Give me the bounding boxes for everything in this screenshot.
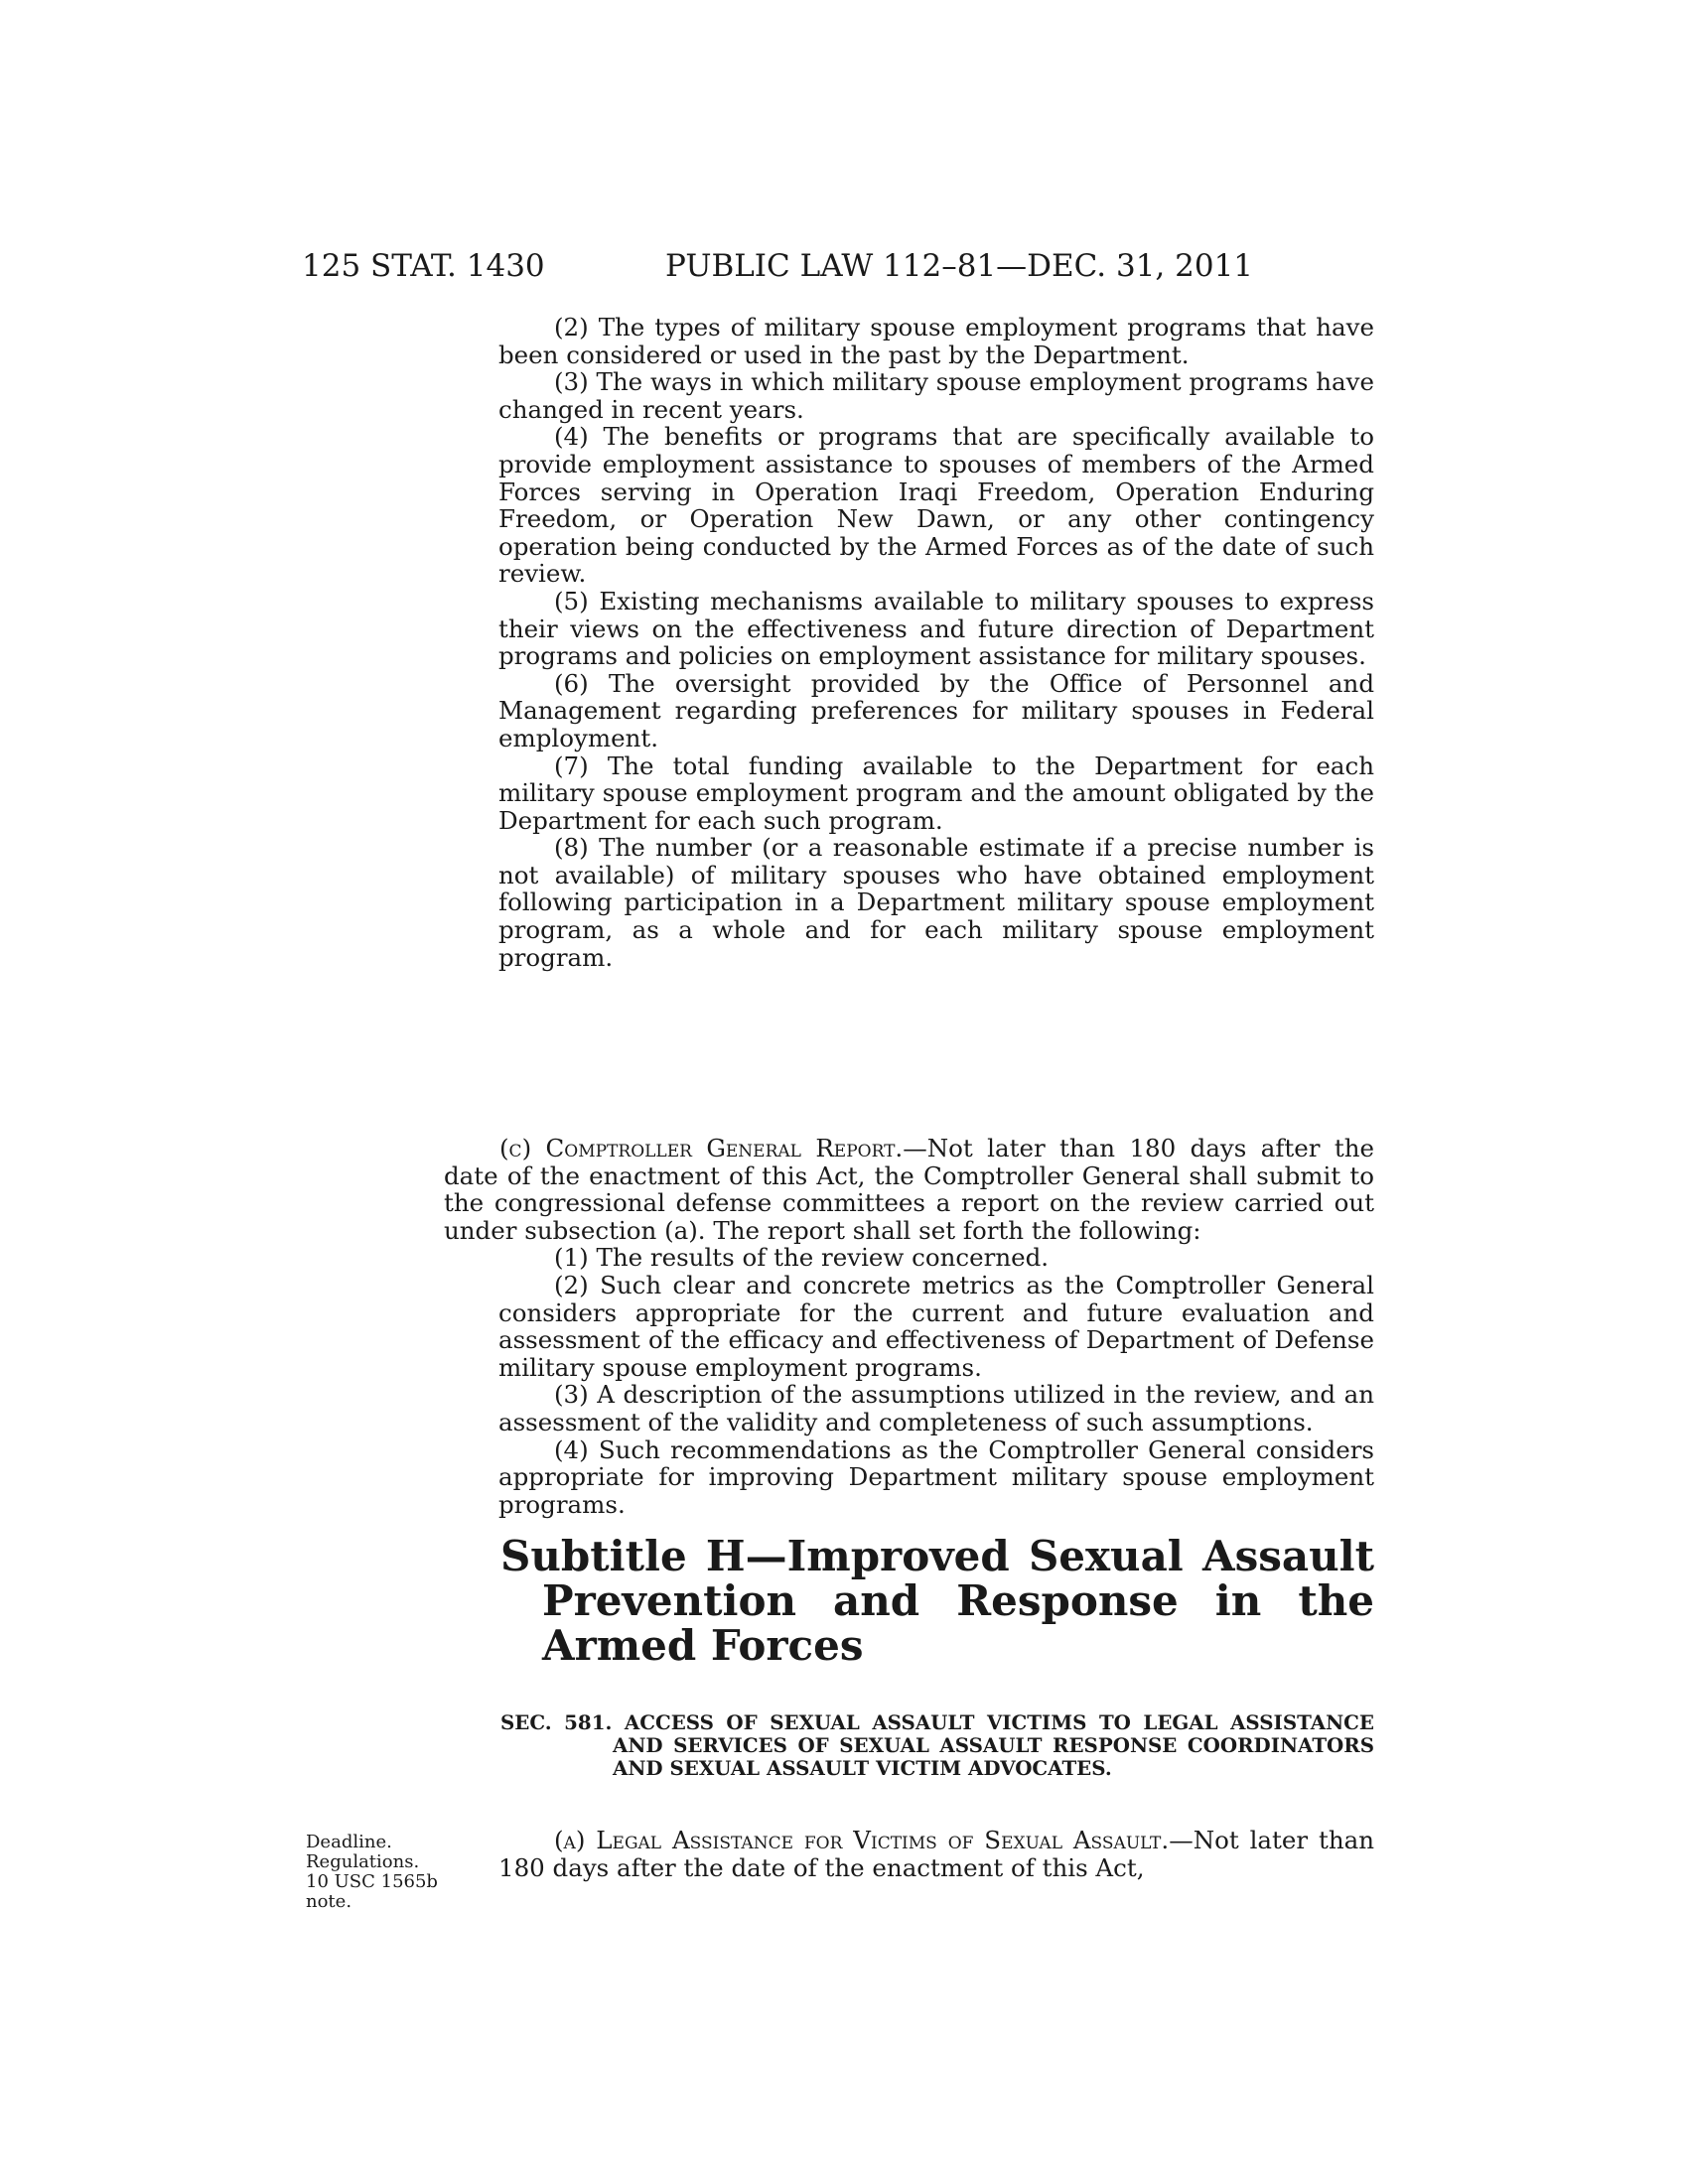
list-c-item-3: (3) A description of the assumptions utilized in the review, and an assessment of the validity and completeness of such assumptions. (498, 1380, 1374, 1436)
list-b-item-5: (5) Existing mechanisms available to military spouses to express their views on the effectiveness and future direction of Department programs and policies on employment assistance for military spouses. (498, 586, 1374, 671)
section-heading (500, 1711, 1374, 1779)
list-b-item-3: (3) The ways in which military spouse employment programs have changed in recent years. (498, 367, 1374, 424)
list-c-item-4: (4) Such recommendations as the Comptroller General considers appropriate for improving Department military spouse employment programs. (498, 1434, 1374, 1519)
subtitle-text: Subtitle H—Improved Sexual Assault Prevention and Response in the Armed Forces (500, 1532, 1374, 1670)
list-b-item-8: (8) The number (or a reasonable estimate if a precise number is not available) of military spouses who have obtained employment following participation in a Department military spouse employment program, as a whole and for each military spouse employment program. (498, 833, 1374, 972)
margin-notes (306, 1833, 455, 1912)
section-c-para (444, 1135, 1374, 1244)
list-b-item-7: (7) The total funding available to the Department for each military spouse employment program and the amount obligated by the Department for each such program. (498, 751, 1374, 835)
section-c-text: —Not later than 180 days after the date of the enactment of this Act, the Comptroller General shall submit to the congressional defense committees a report on the review carried out under subsection (a). The report shall set forth the following: (444, 1134, 1374, 1245)
list-c-item-1: (1) The results of the review concerned. (554, 1243, 1050, 1273)
margin-note-deadline: Deadline. (306, 1832, 392, 1852)
statute-citation: 125 STAT. 1430 (302, 248, 545, 284)
running-head: PUBLIC LAW 112–81—DEC. 31, 2011 (665, 248, 1254, 284)
list-b-item-2: (2) The types of military spouse employment programs that have been considered or used in the past by the Department. (498, 313, 1374, 369)
section-c (444, 1135, 1374, 1518)
list-b-item-6: (6) The oversight provided by the Office of Personnel and Management regarding preferences for military spouses in Federal employment. (498, 668, 1374, 752)
margin-note-regulations: Regulations. (306, 1851, 420, 1872)
list-c-item-2: (2) Such clear and concrete metrics as the Comptroller General considers appropriate for the current and future evaluation and assessment of the efficacy and effectiveness of Department of Defense military spouse employment programs. (498, 1270, 1374, 1382)
margin-note-usc: 10 USC 1565b (306, 1871, 438, 1892)
page-header (302, 248, 1295, 288)
subtitle-heading (500, 1534, 1374, 1668)
section-a-heading: (a) Legal Assistance for Victims of Sexual Assault. (554, 1826, 1170, 1854)
section-c-heading: (c) Comptroller General Report. (499, 1134, 904, 1162)
list-b (498, 314, 1374, 971)
section-a (498, 1827, 1374, 1881)
section-heading-text: SEC. 581. ACCESS OF SEXUAL ASSAULT VICTIMS TO LEGAL ASSISTANCE AND SERVICES OF SEXUAL ASSAULT RESPONSE COORDINATORS AND SEXUAL ASSAULT VICTIM ADVOCATES. (500, 1710, 1374, 1780)
margin-note-note: note. (306, 1891, 352, 1912)
section-a-text: —Not later than 180 days after the date of the enactment of this Act, (498, 1826, 1374, 1882)
list-b-item-4: (4) The benefits or programs that are specifically available to provide employment assistance to spouses of members of the Armed Forces serving in Operation Iraqi Freedom, Operation Enduring Freedom, or Operation New Dawn, or any other contingency operation being conducted by the Armed Forces as of the date of such review. (498, 422, 1374, 589)
section-a-para (498, 1827, 1374, 1881)
